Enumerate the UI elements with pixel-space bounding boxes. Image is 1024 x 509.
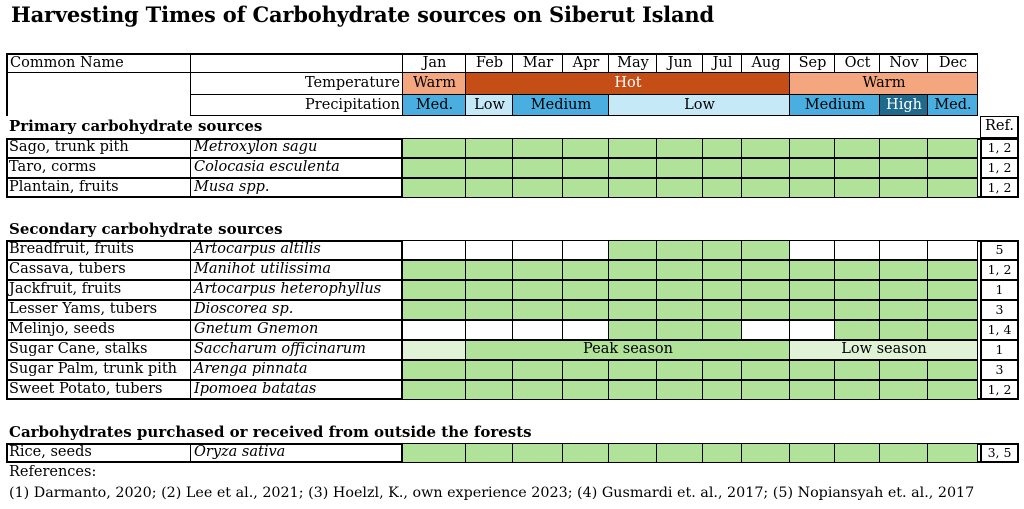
harvest-cell bbox=[513, 158, 563, 178]
harvest-cell bbox=[403, 240, 466, 260]
header-month: May bbox=[617, 55, 649, 71]
harvest-cell bbox=[466, 240, 513, 260]
harvest-cell bbox=[513, 443, 563, 463]
harvest-cell bbox=[403, 138, 466, 158]
header-month: Oct bbox=[844, 55, 871, 71]
harvest-cell bbox=[742, 320, 790, 340]
harvest-cell bbox=[928, 240, 978, 260]
harvest-cell bbox=[880, 138, 928, 158]
harvest-cell bbox=[880, 240, 928, 260]
harvest-cell bbox=[609, 443, 657, 463]
harvest-cell bbox=[835, 240, 880, 260]
harvest-cell bbox=[928, 380, 978, 400]
row-species: Artocarpus altilis bbox=[194, 241, 321, 257]
harvest-cell bbox=[703, 380, 742, 400]
harvest-cell bbox=[466, 300, 513, 320]
harvest-cell bbox=[790, 138, 835, 158]
row-common-name: Cassava, tubers bbox=[9, 261, 126, 277]
row-ref: 3, 5 bbox=[987, 445, 1012, 460]
harvest-cell bbox=[835, 443, 880, 463]
harvest-cell bbox=[742, 260, 790, 280]
harvest-cell bbox=[703, 138, 742, 158]
harvest-cell bbox=[928, 260, 978, 280]
harvest-cell bbox=[609, 240, 657, 260]
harvest-cell bbox=[703, 443, 742, 463]
harvest-cell bbox=[790, 280, 835, 300]
harvest-cell bbox=[563, 280, 609, 300]
harvest-cell bbox=[563, 158, 609, 178]
page-title: Harvesting Times of Carbohydrate sources on Siberut Island bbox=[11, 2, 714, 27]
harvest-cell bbox=[609, 158, 657, 178]
harvest-cell bbox=[703, 320, 742, 340]
ref-header-label: Ref. bbox=[985, 118, 1014, 134]
harvest-cell bbox=[563, 260, 609, 280]
harvest-cell bbox=[703, 240, 742, 260]
harvest-cell bbox=[609, 360, 657, 380]
header-blank-cell bbox=[191, 53, 403, 73]
row-common-name: Plantain, fruits bbox=[9, 179, 119, 195]
harvest-cell bbox=[513, 178, 563, 198]
temperature-band-label: Warm bbox=[862, 75, 906, 91]
harvest-cell bbox=[835, 360, 880, 380]
harvest-cell bbox=[835, 260, 880, 280]
harvest-cell bbox=[790, 158, 835, 178]
harvest-cell bbox=[466, 178, 513, 198]
harvest-cell bbox=[880, 158, 928, 178]
harvest-cell bbox=[657, 443, 703, 463]
row-common-name: Sago, trunk pith bbox=[9, 139, 129, 155]
harvest-cell bbox=[742, 380, 790, 400]
harvest-cell bbox=[880, 300, 928, 320]
row-species: Metroxylon sagu bbox=[194, 139, 318, 155]
harvest-cell bbox=[563, 300, 609, 320]
harvest-cell bbox=[609, 320, 657, 340]
header-month: Mar bbox=[522, 55, 554, 71]
row-ref: 3 bbox=[995, 302, 1004, 317]
harvest-cell bbox=[928, 280, 978, 300]
harvest-cell bbox=[609, 300, 657, 320]
row-ref: 1, 2 bbox=[987, 140, 1012, 155]
harvest-cell bbox=[703, 300, 742, 320]
harvest-cell bbox=[790, 380, 835, 400]
harvest-cell bbox=[563, 138, 609, 158]
section-title: Carbohydrates purchased or received from outside the forests bbox=[9, 423, 532, 441]
harvest-cell bbox=[742, 300, 790, 320]
harvest-cell bbox=[742, 178, 790, 198]
harvest-cell bbox=[835, 320, 880, 340]
temperature-label: Temperature bbox=[305, 75, 400, 91]
harvest-cell bbox=[928, 443, 978, 463]
harvest-cell bbox=[513, 260, 563, 280]
harvest-cell bbox=[563, 443, 609, 463]
row-common-name: Sugar Cane, stalks bbox=[9, 341, 148, 357]
harvest-cell bbox=[466, 320, 513, 340]
harvest-cell bbox=[403, 380, 466, 400]
harvest-cell bbox=[563, 178, 609, 198]
row-common-name: Sugar Palm, trunk pith bbox=[9, 361, 178, 377]
harvest-cell bbox=[466, 260, 513, 280]
row-species: Saccharum officinarum bbox=[194, 341, 366, 357]
harvest-cell bbox=[742, 280, 790, 300]
season-label: Low season bbox=[841, 341, 927, 357]
harvest-cell bbox=[880, 280, 928, 300]
header-month: Feb bbox=[475, 55, 504, 71]
harvest-cell bbox=[928, 300, 978, 320]
harvest-cell bbox=[657, 380, 703, 400]
row-ref: 1, 4 bbox=[987, 322, 1012, 337]
harvest-cell bbox=[513, 300, 563, 320]
harvest-cell bbox=[403, 260, 466, 280]
row-species: Ipomoea batatas bbox=[194, 381, 317, 397]
harvest-cell bbox=[790, 178, 835, 198]
temperature-band-label: Hot bbox=[614, 75, 642, 91]
harvest-cell bbox=[657, 360, 703, 380]
row-species: Dioscorea sp. bbox=[194, 301, 294, 317]
harvest-cell bbox=[880, 260, 928, 280]
harvest-cell bbox=[790, 260, 835, 280]
harvest-cell bbox=[657, 280, 703, 300]
harvest-cell bbox=[657, 260, 703, 280]
section-title: Primary carbohydrate sources bbox=[9, 117, 263, 135]
harvest-cell bbox=[657, 320, 703, 340]
row-species: Musa spp. bbox=[194, 179, 270, 195]
harvest-cell bbox=[466, 360, 513, 380]
precipitation-band-label: Low bbox=[474, 97, 505, 113]
row-common-name: Jackfruit, fruits bbox=[9, 281, 122, 297]
harvest-cell bbox=[563, 380, 609, 400]
harvest-cell bbox=[928, 178, 978, 198]
row-ref: 1, 2 bbox=[987, 262, 1012, 277]
row-ref: 1 bbox=[995, 342, 1004, 357]
harvest-cell bbox=[657, 158, 703, 178]
harvest-cell bbox=[513, 380, 563, 400]
row-ref: 1, 2 bbox=[987, 160, 1012, 175]
precipitation-band-label: Med. bbox=[934, 97, 972, 113]
header-common-name: Common Name bbox=[10, 55, 124, 71]
harvest-cell bbox=[609, 280, 657, 300]
header-month: Jul bbox=[712, 55, 733, 71]
harvest-cell bbox=[790, 240, 835, 260]
row-ref: 1 bbox=[995, 282, 1004, 297]
harvest-cell bbox=[703, 360, 742, 380]
harvest-cell bbox=[928, 360, 978, 380]
harvest-cell bbox=[880, 380, 928, 400]
references-text: (1) Darmanto, 2020; (2) Lee et al., 2021; (3) Hoelzl, K., own experience 2023; (4) Gusmardi et. al., 2017; (5) Nopiansyah et. al., 2017 bbox=[9, 485, 975, 501]
header-month: Jan bbox=[422, 55, 447, 71]
header-month: Sep bbox=[798, 55, 827, 71]
harvest-cell bbox=[742, 138, 790, 158]
season-band bbox=[403, 340, 466, 360]
harvest-cell bbox=[657, 138, 703, 158]
section-title: Secondary carbohydrate sources bbox=[9, 220, 283, 238]
harvest-cell bbox=[928, 320, 978, 340]
harvest-cell bbox=[835, 380, 880, 400]
harvest-cell bbox=[790, 320, 835, 340]
precipitation-band-label: Med. bbox=[415, 97, 454, 113]
harvest-cell bbox=[703, 158, 742, 178]
row-common-name: Sweet Potato, tubers bbox=[9, 381, 163, 397]
harvest-cell bbox=[609, 260, 657, 280]
harvest-cell bbox=[513, 280, 563, 300]
harvest-cell bbox=[403, 320, 466, 340]
harvest-cell bbox=[563, 320, 609, 340]
harvest-cell bbox=[563, 360, 609, 380]
harvest-cell bbox=[403, 158, 466, 178]
precipitation-label: Precipitation bbox=[305, 97, 400, 113]
precipitation-band-label: Medium bbox=[804, 97, 866, 113]
harvest-cell bbox=[742, 443, 790, 463]
harvest-cell bbox=[513, 360, 563, 380]
harvest-cell bbox=[880, 443, 928, 463]
row-ref: 3 bbox=[995, 362, 1004, 377]
row-species: Oryza sativa bbox=[194, 444, 286, 460]
harvest-cell bbox=[790, 443, 835, 463]
harvest-cell bbox=[742, 360, 790, 380]
harvest-cell bbox=[609, 138, 657, 158]
header-month: Apr bbox=[572, 55, 600, 71]
row-ref: 1, 2 bbox=[987, 382, 1012, 397]
header-month: Nov bbox=[889, 55, 919, 71]
row-common-name: Lesser Yams, tubers bbox=[9, 301, 158, 317]
harvest-cell bbox=[703, 178, 742, 198]
harvest-cell bbox=[835, 158, 880, 178]
harvest-cell bbox=[742, 158, 790, 178]
harvest-cell bbox=[513, 138, 563, 158]
harvest-cell bbox=[657, 178, 703, 198]
row-common-name: Rice, seeds bbox=[9, 444, 92, 460]
harvest-cell bbox=[790, 300, 835, 320]
precipitation-band-label: Medium bbox=[530, 97, 592, 113]
harvest-cell bbox=[880, 178, 928, 198]
row-species: Artocarpus heterophyllus bbox=[194, 281, 382, 297]
harvest-cell bbox=[403, 360, 466, 380]
harvest-cell bbox=[563, 240, 609, 260]
references-label: References: bbox=[9, 464, 97, 480]
harvest-cell bbox=[928, 158, 978, 178]
temperature-band-label: Warm bbox=[413, 75, 456, 91]
season-label: Peak season bbox=[583, 341, 673, 357]
harvest-cell bbox=[609, 178, 657, 198]
header-month: Aug bbox=[751, 55, 781, 71]
harvest-cell bbox=[790, 360, 835, 380]
harvest-cell bbox=[403, 443, 466, 463]
row-species: Manihot utilissima bbox=[194, 261, 331, 277]
header-month: Jun bbox=[667, 55, 693, 71]
harvest-cell bbox=[609, 380, 657, 400]
harvest-cell bbox=[466, 138, 513, 158]
row-species: Gnetum Gnemon bbox=[194, 321, 319, 337]
harvest-cell bbox=[403, 178, 466, 198]
row-species: Arenga pinnata bbox=[194, 361, 308, 377]
harvest-cell bbox=[513, 240, 563, 260]
row-ref: 1, 2 bbox=[987, 180, 1012, 195]
row-species: Colocasia esculenta bbox=[194, 159, 340, 175]
harvest-cell bbox=[466, 280, 513, 300]
harvest-cell bbox=[835, 300, 880, 320]
row-common-name: Melinjo, seeds bbox=[9, 321, 115, 337]
harvest-cell bbox=[742, 240, 790, 260]
harvest-cell bbox=[466, 443, 513, 463]
harvest-cell bbox=[657, 300, 703, 320]
harvest-cell bbox=[703, 280, 742, 300]
harvest-cell bbox=[880, 320, 928, 340]
harvest-cell bbox=[880, 360, 928, 380]
harvest-cell bbox=[513, 320, 563, 340]
header-left-blank bbox=[6, 73, 191, 116]
harvest-cell bbox=[466, 158, 513, 178]
harvest-cell bbox=[403, 280, 466, 300]
harvest-cell bbox=[835, 280, 880, 300]
precipitation-band-label: High bbox=[886, 97, 922, 113]
harvest-cell bbox=[403, 300, 466, 320]
harvest-cell bbox=[835, 178, 880, 198]
row-ref: 5 bbox=[995, 242, 1004, 257]
row-common-name: Taro, corms bbox=[9, 159, 97, 175]
harvest-cell bbox=[466, 380, 513, 400]
harvest-cell bbox=[835, 138, 880, 158]
row-common-name: Breadfruit, fruits bbox=[9, 241, 134, 257]
header-month: Dec bbox=[938, 55, 968, 71]
harvest-cell bbox=[703, 260, 742, 280]
precipitation-band-label: Low bbox=[684, 97, 715, 113]
harvest-cell bbox=[657, 240, 703, 260]
harvest-cell bbox=[928, 138, 978, 158]
